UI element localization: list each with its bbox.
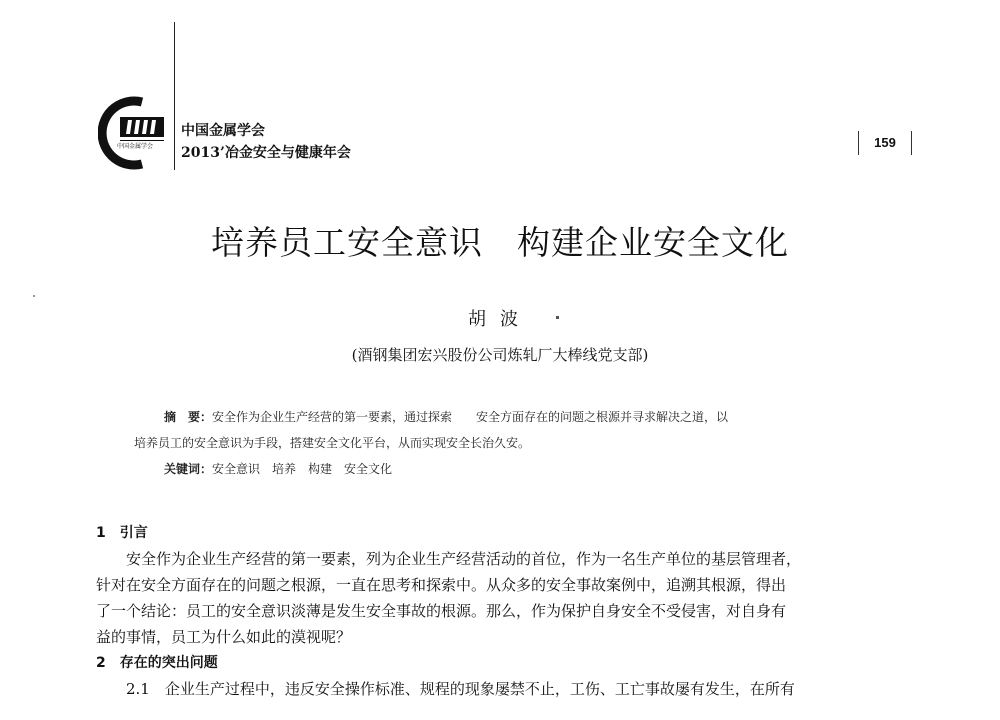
keywords-label: 关键词： [164, 462, 213, 476]
logo-caption: 中国金属学会 [117, 143, 154, 150]
conference-name: 2013’冶金安全与健康年会 [181, 145, 351, 161]
body-text-line: 了一个结论：员工的安全意识淡薄是发生安全事故的根源。那么，作为保护自身安全不受侵害，对自身有 [96, 602, 787, 620]
body-text-line: 2.1 企业生产过程中，违反安全操作标准、规程的现象屡禁不止，工伤、工亡事故屡有发生，在所有 [126, 680, 795, 698]
abstract-text-2: 培养员工的安全意识为手段，搭建安全文化平台，从而实现安全长治久安。 [134, 436, 531, 450]
keywords-text: 安全意识 培养 构建 安全文化 [212, 462, 393, 476]
scan-speck [33, 295, 35, 297]
author-name: 胡波 [468, 309, 532, 330]
abstract-label: 摘 要： [164, 410, 213, 424]
body-text-line: 益的事情，员工为什么如此的漠视呢？ [96, 628, 352, 646]
body-text-line: 安全作为企业生产经营的第一要素，列为企业生产经营活动的首位，作为一名生产单位的基层管理者， [126, 550, 802, 568]
author-affiliation: (酒钢集团宏兴股份公司炼轧厂大棒线党支部) [351, 346, 649, 364]
article-body [96, 520, 916, 702]
section-heading-problems: 2 存在的突出问题 [96, 655, 218, 671]
abstract-text-1: 安全作为企业生产经营的第一要素，通过探索 安全方面存在的问题之根源并寻求解决之道，以 [212, 410, 729, 424]
society-logo [98, 96, 172, 170]
keywords-line [134, 456, 894, 482]
header-vertical-rule [174, 22, 175, 170]
page-number: 159 [858, 131, 912, 155]
article-title: 培养员工安全意识 构建企业安全文化 [211, 223, 789, 262]
body-text-line: 针对在安全方面存在的问题之根源，一直在思考和探索中。从众多的安全事故案例中，追溯其根源，得出 [96, 576, 787, 594]
abstract-line [134, 430, 894, 456]
org-name: 中国金属学会 [181, 123, 265, 139]
section-heading-introduction: 1 引言 [96, 525, 148, 541]
abstract-line [134, 404, 894, 430]
footnote-mark [556, 316, 559, 319]
conference-info [181, 120, 351, 164]
abstract-block [134, 404, 894, 482]
